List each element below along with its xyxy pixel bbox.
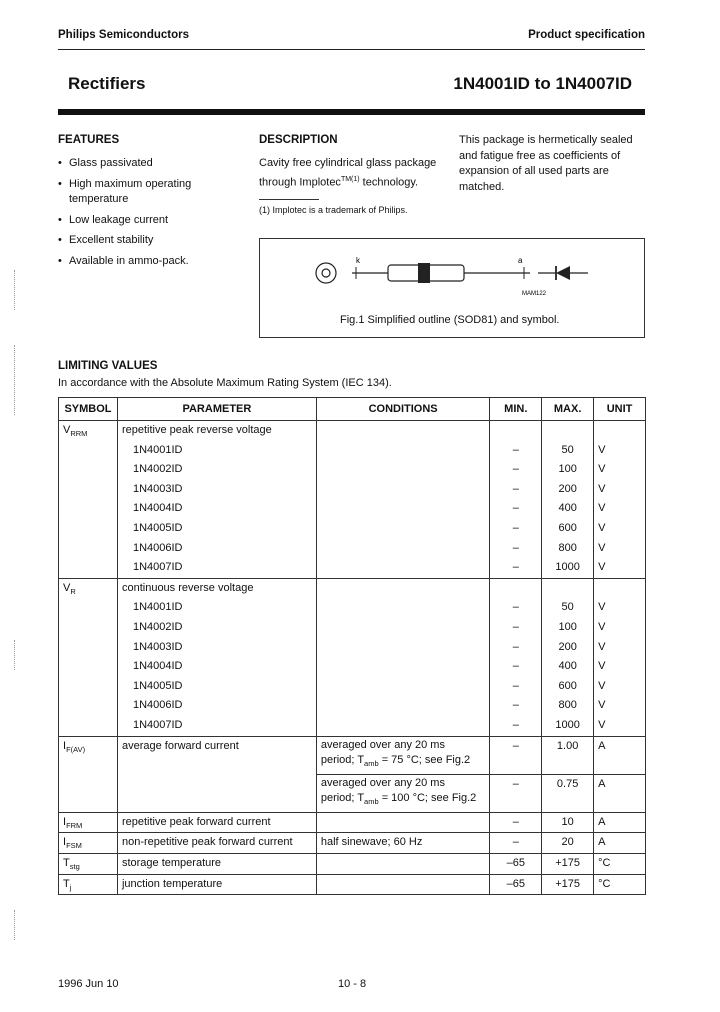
parameter-cell: non-repetitive peak forward current — [117, 833, 316, 854]
scan-artifact — [14, 345, 16, 415]
trademark-sup: TM(1) — [340, 175, 360, 183]
unit-cell: A — [594, 774, 646, 812]
list-item: • High maximum operating temperature — [58, 177, 192, 205]
limiting-values-subheading: In accordance with the Absolute Maximum Rating System (IEC 134). — [58, 377, 392, 389]
unit-cell: A — [594, 833, 646, 854]
conditions-cell: half sinewave; 60 Hz — [316, 833, 490, 854]
description-right-text: This package is hermetically sealed and fatigue free as coefficients of expansion of all used parts are matched. — [459, 134, 633, 193]
bullet-icon: • — [58, 234, 62, 246]
max-cell: 50 100 200 400 600 800 1000 — [542, 578, 594, 736]
table-row — [59, 736, 646, 774]
description-heading: DESCRIPTION — [259, 134, 338, 146]
parameter-cell: repetitive peak reverse voltage 1N4001ID 1N4002ID 1N4003ID 1N4004ID 1N4005ID 1N4006ID 1N4007ID — [117, 421, 316, 579]
list-item: • Excellent stability — [58, 233, 238, 249]
scan-artifact — [14, 640, 16, 670]
symbol-cell: $I_{FRM}$ — [59, 812, 118, 833]
column-header: MAX. — [542, 398, 594, 421]
title-divider — [58, 109, 645, 115]
column-header: PARAMETER — [117, 398, 316, 421]
symbol-cell: $T_j$ — [59, 874, 118, 895]
table-row — [59, 578, 646, 736]
parameter-cell: repetitive peak forward current — [117, 812, 316, 833]
column-header: MIN. — [490, 398, 542, 421]
max-cell: +175 — [542, 854, 594, 875]
footnote-rule — [259, 199, 319, 200]
description-text: Cavity free cylindrical glass package through Implotec$^{TM(1)}$ technology. — [259, 157, 437, 189]
footer-date: 1996 Jun 10 — [58, 978, 119, 990]
header-divider — [58, 49, 645, 50]
max-cell: +175 — [542, 874, 594, 895]
min-cell: –65 — [490, 874, 542, 895]
min-cell: –65 — [490, 854, 542, 875]
bullet-icon: • — [58, 213, 62, 226]
conditions-cell: averaged over any 20 ms period; $T_{amb} = 75$ °C; see Fig.2 — [316, 736, 490, 774]
conditions-cell — [316, 854, 490, 875]
end-view-inner — [322, 269, 330, 277]
column-header: UNIT — [594, 398, 646, 421]
symbol-cell: $I_{F(AV)}$ — [59, 736, 118, 812]
max-cell: 0.75 — [542, 774, 594, 812]
conditions-cell: averaged over any 20 ms period; $T_{amb} = 100$ °C; see Fig.2 — [316, 774, 490, 812]
page-number: 10 - 8 — [338, 978, 367, 990]
unit-cell: A — [594, 736, 646, 774]
min-cell: – — [490, 833, 542, 854]
min-cell: – — [490, 812, 542, 833]
bullet-icon: • — [58, 157, 62, 169]
parameter-cell: junction temperature — [117, 874, 316, 895]
table-row — [59, 812, 646, 833]
max-cell: 10 — [542, 812, 594, 833]
conditions-cell — [316, 812, 490, 833]
unit-cell: V V V V V V V — [594, 578, 646, 736]
figure-caption: Fig.1 Simplified outline (SOD81) and symbol. — [340, 314, 560, 326]
unit-cell: A — [594, 812, 646, 833]
table-row — [59, 874, 646, 895]
limiting-values-table — [58, 397, 646, 895]
diode-symbol-icon — [556, 266, 570, 280]
footnote: (1) Implotec is a trademark of Philips. — [259, 205, 408, 215]
figure-box — [259, 238, 645, 338]
list-item: • Low leakage current — [58, 213, 238, 229]
document-type: Product specification — [528, 29, 645, 41]
min-cell: – – – – – – – — [490, 578, 542, 736]
column-header: SYMBOL — [59, 398, 118, 421]
limiting-values-heading: LIMITING VALUES — [58, 360, 158, 372]
parameter-cell: continuous reverse voltage 1N4001ID 1N4002ID 1N4003ID 1N4004ID 1N4005ID 1N4006ID 1N4007ID — [117, 578, 316, 736]
table-row — [59, 421, 646, 579]
conditions-cell — [316, 421, 490, 579]
unit-cell: V V V V V V V — [594, 421, 646, 579]
parameter-cell: storage temperature — [117, 854, 316, 875]
min-cell: – — [490, 774, 542, 812]
cathode-band — [418, 263, 430, 283]
symbol-cell: $V_R$ — [59, 578, 118, 736]
category-title: Rectifiers — [68, 74, 146, 93]
min-cell: – – – – – – – — [490, 421, 542, 579]
max-cell: 20 — [542, 833, 594, 854]
conditions-cell — [316, 874, 490, 895]
table-header-row — [59, 398, 646, 421]
max-cell: 1.00 — [542, 736, 594, 774]
features-heading: FEATURES — [58, 134, 120, 146]
unit-cell: °C — [594, 854, 646, 875]
table-row — [59, 833, 646, 854]
parameter-cell: average forward current — [117, 736, 316, 812]
label-k: k — [356, 256, 360, 265]
end-view-outer — [316, 263, 336, 283]
bullet-icon: • — [58, 254, 62, 267]
max-cell: 50 100 200 400 600 800 1000 — [542, 421, 594, 579]
bullet-icon: • — [58, 177, 62, 190]
figure-code: MAM122 — [522, 291, 547, 297]
symbol-cell: $T_{stg}$ — [59, 854, 118, 875]
list-item: • Glass passivated — [58, 156, 238, 172]
scan-artifact — [14, 270, 16, 310]
symbol-cell: $V_{RRM}$ — [59, 421, 118, 579]
features-list — [58, 156, 238, 274]
company-name: Philips Semiconductors — [58, 29, 189, 41]
table-row — [59, 854, 646, 875]
column-header: CONDITIONS — [316, 398, 490, 421]
part-range-title: 1N4001ID to 1N4007ID — [453, 74, 632, 93]
label-a: a — [518, 256, 523, 265]
scan-artifact — [14, 910, 16, 940]
list-item: • Available in ammo-pack. — [58, 254, 238, 270]
conditions-cell — [316, 578, 490, 736]
min-cell: – — [490, 736, 542, 774]
symbol-cell: $I_{FSM}$ — [59, 833, 118, 854]
unit-cell: °C — [594, 874, 646, 895]
